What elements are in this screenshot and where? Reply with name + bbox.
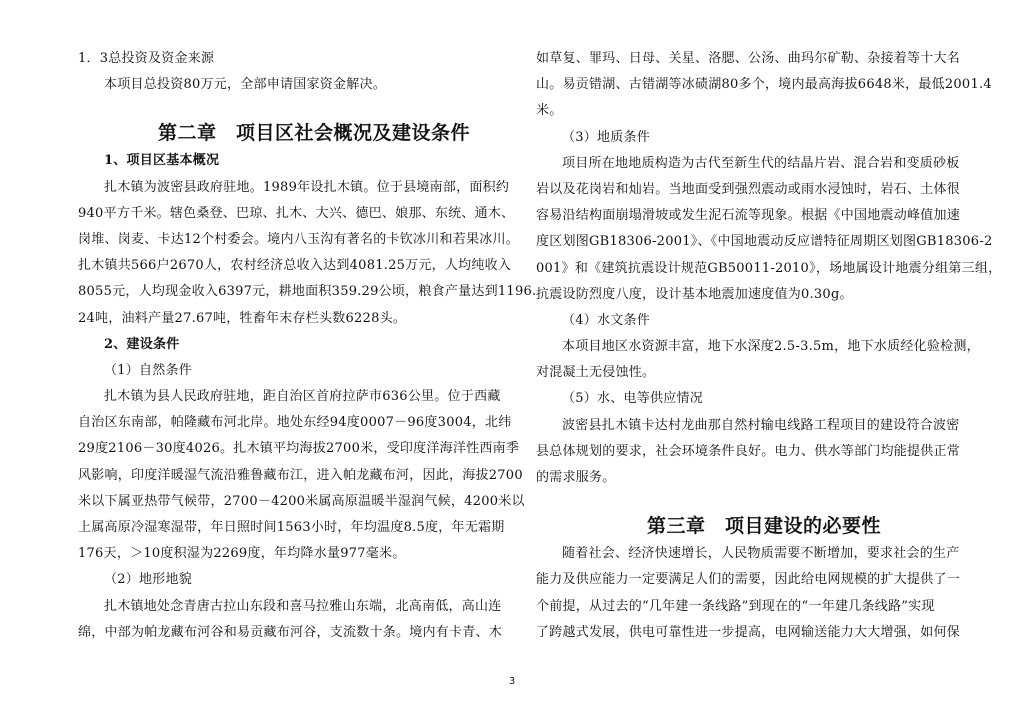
text-line: 对混凝土无侵蚀性。 (536, 365, 656, 381)
text-line: 岩以及花岗岩和灿岩。当地面受到强烈震动或雨水浸蚀时，岩石、土体很 (536, 181, 961, 197)
text-line: 24吨，油料产量27.67吨，牲畜年末存栏头数6228头。 (78, 310, 407, 326)
text-line: （4）水文条件 (562, 312, 651, 328)
text-line: 1、项目区基本概况 (104, 153, 220, 169)
text-line: 扎木镇共566户2670人，农村经济总收入达到4081.25万元，人均纯收入 (78, 258, 512, 274)
text-line: 能力及供应能力一定要满足人们的需要，因此给电网规模的扩大提供了一 (536, 572, 961, 588)
left-text-block-2 (78, 148, 537, 646)
text-line: 本项目地区水资源丰富，地下水深度2.5-3.5m，地下水质经化验检测， (562, 339, 980, 355)
text-line: 8055元，人均现金收入6397元，耕地面积359.29公顷，粮食产量达到1196. (78, 284, 537, 300)
text-line: 项目所在地地质构造为古代至新生代的结晶片岩、混合岩和变质砂板 (562, 155, 960, 171)
text-line: 29度2106－30度4026。扎木镇平均海拔2700米，受印度洋海洋性西南季 (78, 441, 520, 457)
text-line: 940平方千米。辖色桑登、巴琼、扎木、大兴、德巴、娘那、东统、通木、 (78, 205, 515, 221)
text-line: （2）地形地貌 (104, 572, 193, 588)
text-line: 了跨越式发展，供电可靠性进一步提高，电网输送能力大大增强，如何保 (536, 624, 961, 640)
text-line: 扎木镇为县人民政府驻地，距自治区首府拉萨市636公里。位于西藏 (104, 389, 501, 405)
chapter-3-title: 第三章 项目建设的必要性 (646, 515, 881, 538)
text-line: 容易沿结构面崩塌滑坡或发生泥石流等现象。根据《中国地震动峰值加速 (536, 208, 961, 224)
page-number: 3 (508, 676, 516, 687)
left-column (78, 46, 537, 646)
text-line: 1．3总投资及资金来源 (78, 51, 215, 66)
text-line: 度区划图GB18306-2001》、《中国地震动反应谱特征周期区划图GB18306-2 (536, 234, 993, 250)
text-line: 的需求服务。 (536, 470, 616, 485)
left-text-block-1 (78, 46, 514, 98)
text-line: 县总体规划的要求，社会环境条件良好。电力、供水等部门均能提供正常 (536, 443, 961, 459)
text-line: 176天，＞10度积湿为2269度，年均降水量977毫米。 (78, 546, 406, 562)
text-line: 个前提，从过去的“几年建一条线路”到现在的“一年建几条线路”实现 (536, 598, 935, 614)
text-line: 岗堆、岗麦、卡达12个村委会。境内八玉沟有著名的卡钦冰川和若果冰川。 (78, 231, 520, 247)
right-text-block-2 (536, 541, 972, 646)
text-line: 随着社会、经济快速增长，人民物质需要不断增加，要求社会的生产 (562, 546, 960, 562)
text-line: 抗震设防烈度八度，设计基本地震加速度值为0.30g。 (536, 286, 853, 302)
chapter-2-title: 第二章 项目区社会概况及建设条件 (157, 122, 470, 145)
text-line: 上属高原冷湿寒湿带，年日照时间1563小时，年均温度8.5度，年无霜期 (78, 520, 505, 535)
right-text-block-1 (536, 46, 1002, 491)
text-line: 扎木镇地处念青唐古拉山东段和喜马拉雅山东端，北高南低，高山连 (104, 598, 502, 614)
text-line: 如草复、罪玛、日母、关星、洛腮、公汤、曲玛尔矿勒、杂接着等十大名 (536, 51, 961, 66)
text-line: （5）水、电等供应情况 (562, 391, 704, 407)
text-line: 米以下属亚热带气候带，2700－4200米属高原温暖半湿润气候，4200米以 (78, 493, 525, 509)
text-line: 本项目总投资80万元，全部申请国家资金解决。 (104, 77, 387, 93)
text-line: 绵，中部为帕龙藏布河谷和易贡藏布河谷，支流数十条。境内有卡青、木 (78, 624, 503, 640)
right-column (536, 46, 1002, 646)
text-line: 波密县扎木镇卡达村龙曲那自然村输电线路工程项目的建设符合波密 (562, 417, 960, 433)
text-line: 001》和《建筑抗震设计规范GB50011-2010》，场地属设计地震分组第三组， (536, 260, 1002, 276)
text-line: 风影响，印度洋暖湿气流沿雅鲁藏布江，进入帕龙藏布河，因此，海拔2700 (78, 467, 523, 483)
text-line: 米。 (536, 103, 563, 119)
text-line: （3）地质条件 (562, 129, 651, 145)
text-line: （1）自然条件 (104, 362, 193, 378)
text-line: 2、建设条件 (104, 336, 180, 352)
text-line: 扎木镇为波密县政府驻地。1989年设扎木镇。位于县境南部，面积约 (104, 179, 510, 195)
text-line: 山。易贡错湖、古错湖等冰碛湖80多个，境内最高海拔6648米，最低2001.4 (536, 77, 992, 93)
text-line: 自治区东南部，帕隆藏布河北岸。地处东经94度0007－96度3004，北纬 (78, 415, 512, 431)
